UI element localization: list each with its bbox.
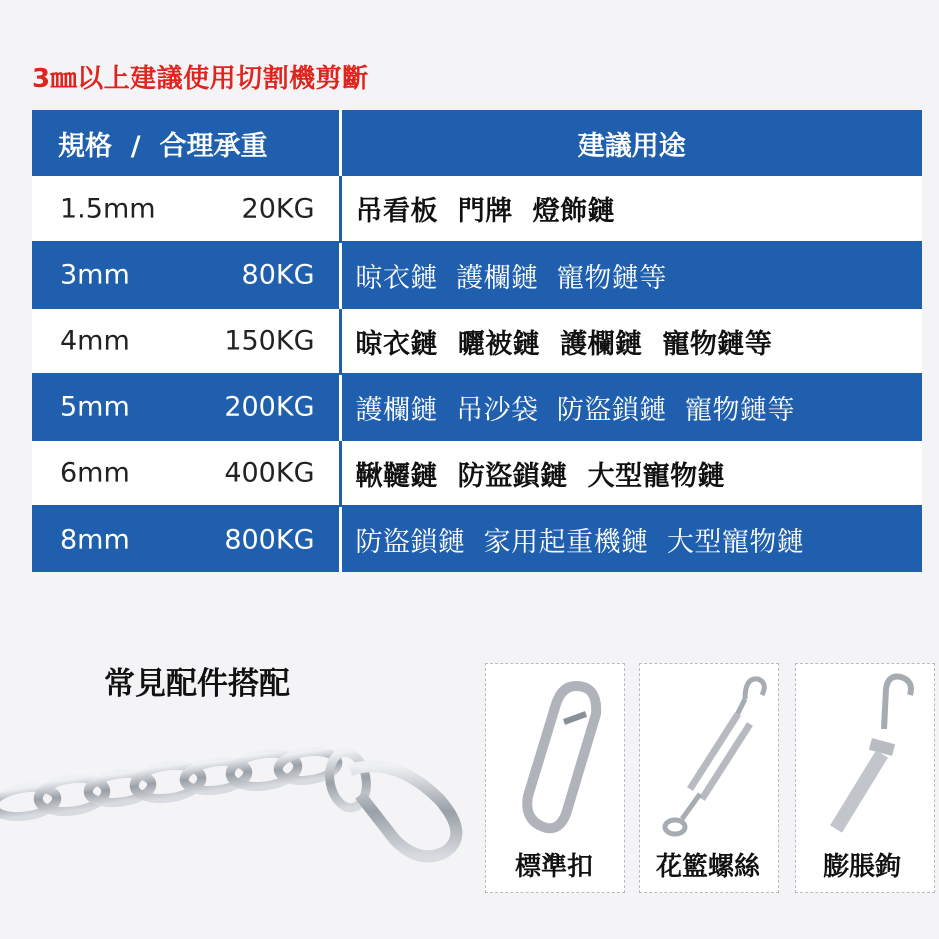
use-cell: 護欄鏈 吊沙袋 防盜鎖鏈 寵物鏈等 (340, 374, 922, 440)
spec-cell (32, 374, 340, 440)
carabiner-label: 標準扣 (514, 852, 593, 882)
table-row (32, 242, 922, 308)
load-value: 20KG (241, 193, 315, 224)
table-row (32, 440, 922, 506)
load-value: 200KG (224, 391, 315, 423)
table-row (32, 374, 922, 440)
spec-cell (32, 308, 340, 374)
header-spec: 規格 / 合理承重 (58, 130, 268, 162)
turnbuckle-label: 花籃螺絲 (655, 852, 760, 882)
table-row (32, 176, 922, 242)
spec-cell (32, 176, 340, 242)
use-cell: 晾衣鏈 曬被鏈 護欄鏈 寵物鏈等 (340, 308, 922, 374)
size-value: 6mm (60, 457, 130, 489)
size-value: 8mm (60, 524, 130, 555)
size-value: 1.5mm (60, 193, 156, 224)
spec-cell (32, 440, 340, 506)
size-value: 3mm (60, 259, 130, 291)
load-value: 400KG (224, 457, 315, 489)
use-cell: 吊看板 門牌 燈飾鏈 (340, 176, 922, 242)
table-row (32, 308, 922, 374)
expansion-hook-icon (806, 669, 926, 839)
use-cell: 晾衣鏈 護欄鏈 寵物鏈等 (340, 242, 922, 308)
accessories-title: 常見配件搭配 (104, 666, 290, 702)
spec-cell (32, 506, 340, 572)
size-value: 5mm (60, 391, 130, 423)
use-cell: 防盜鎖鏈 家用起重機鏈 大型寵物鏈 (340, 506, 922, 572)
turnbuckle-icon (650, 669, 770, 839)
table-header (32, 110, 922, 176)
spec-table (32, 110, 922, 572)
size-value: 4mm (60, 325, 130, 357)
carabiner-icon (506, 674, 606, 834)
expansion-hook-label: 膨脹鉤 (822, 852, 901, 882)
header-use: 建議用途 (340, 110, 922, 176)
load-value: 800KG (224, 524, 315, 555)
load-value: 80KG (241, 259, 315, 291)
load-value: 150KG (224, 325, 315, 357)
use-cell: 鞦韆鏈 防盜鎖鏈 大型寵物鏈 (340, 440, 922, 506)
table-row (32, 506, 922, 572)
chain-with-carabiner-icon (0, 740, 480, 900)
cutting-notice: 3㎜以上建議使用切割機剪斷 (32, 64, 369, 94)
spec-cell (32, 242, 340, 308)
